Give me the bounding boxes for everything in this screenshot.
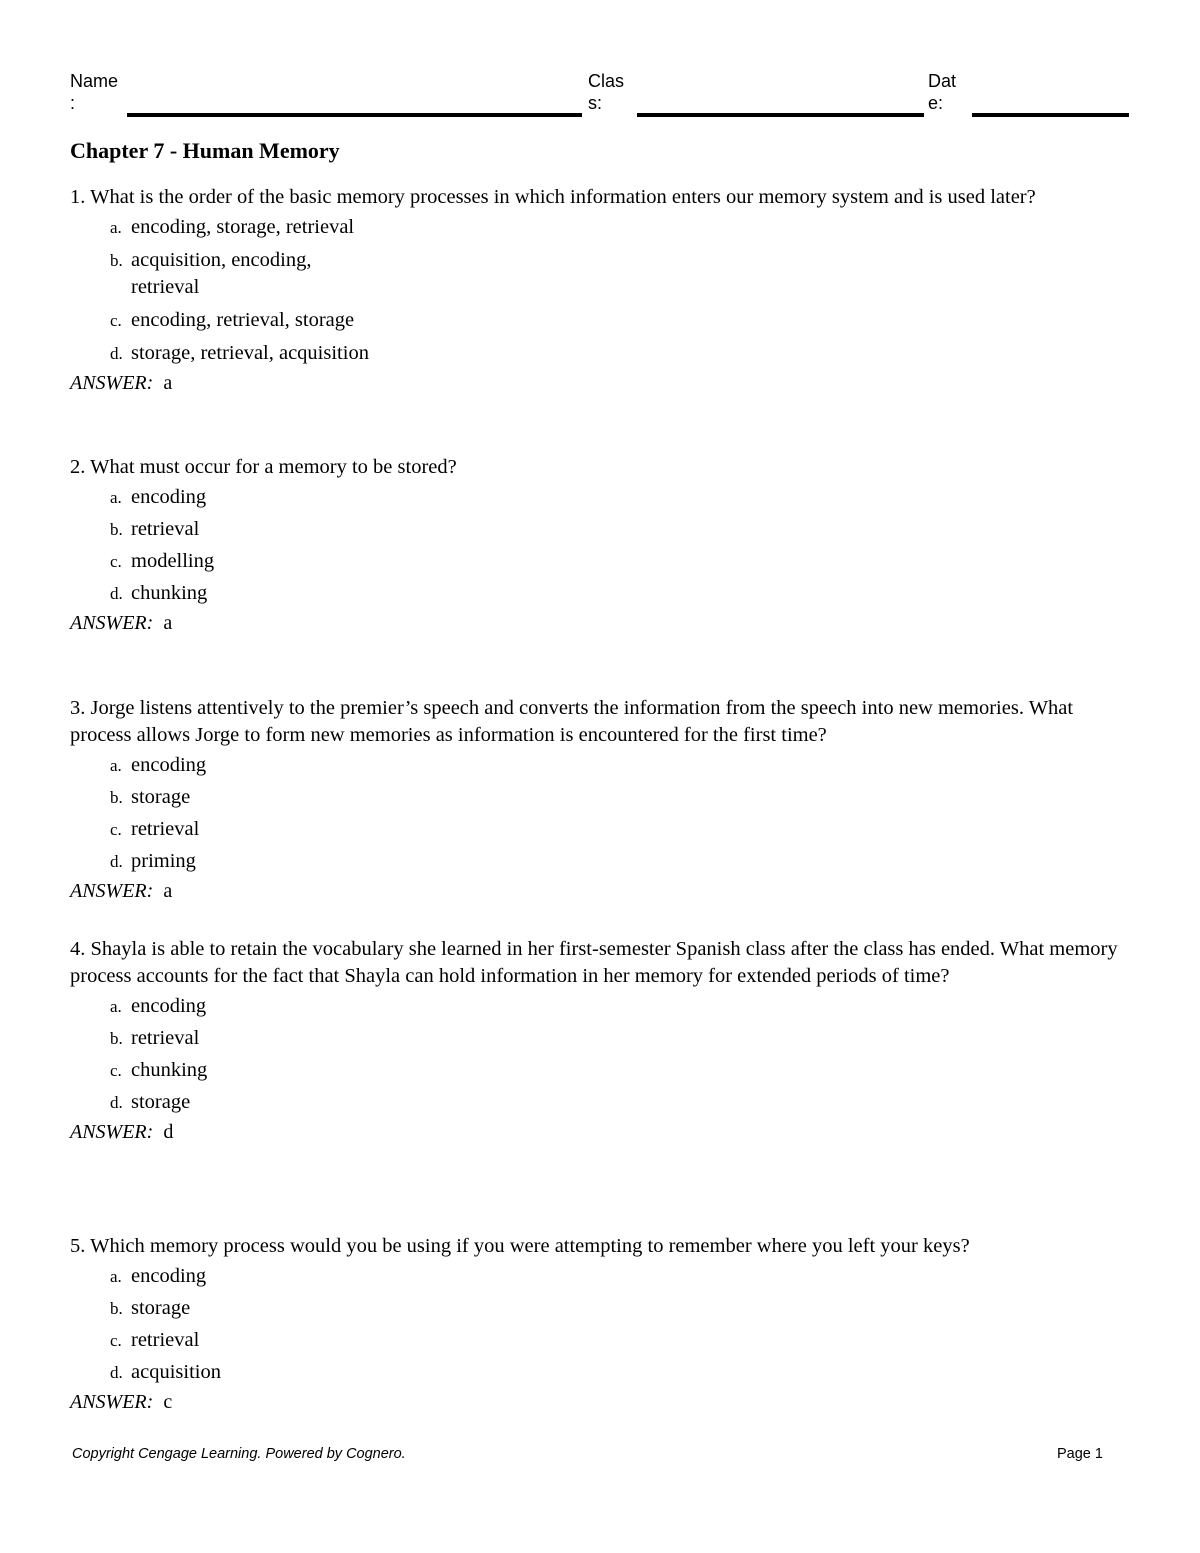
- answer-line: [70, 610, 1130, 637]
- option-letter: c.: [110, 1331, 122, 1350]
- option-b[interactable]: [110, 784, 1130, 811]
- option-letter: c.: [110, 820, 122, 839]
- option-d[interactable]: [110, 580, 1130, 607]
- option-letter: b.: [110, 1029, 123, 1048]
- name-label: Name: [70, 71, 119, 91]
- option-text: retrieval: [131, 1329, 200, 1351]
- option-letter: b.: [110, 1299, 123, 1318]
- question-stem: 3. Jorge listens attentively to the premier’s speech and converts the information from the speech into new memories. What process allows Jorge to form new memories as information is encountered for the first time?: [70, 697, 1074, 746]
- option-text: acquisition: [131, 1361, 221, 1383]
- option-text: encoding: [131, 995, 207, 1017]
- answer-line: [70, 878, 1130, 905]
- option-a[interactable]: [110, 752, 1130, 779]
- option-a[interactable]: [110, 1263, 1130, 1290]
- option-letter: a.: [110, 218, 122, 237]
- option-d[interactable]: [110, 340, 1130, 367]
- answer-label: ANSWER:: [70, 1391, 154, 1413]
- option-text: acquisition, encoding, retrieval: [131, 249, 312, 298]
- answer-line: [70, 1119, 1130, 1146]
- option-letter: a.: [110, 1267, 122, 1286]
- option-letter: d.: [110, 1363, 123, 1382]
- answer-value: d: [163, 1121, 174, 1143]
- option-text: storage: [131, 786, 191, 808]
- answer-value: a: [163, 372, 173, 394]
- option-letter: d.: [110, 1093, 123, 1112]
- answer-value: c: [163, 1391, 173, 1413]
- option-letter: d.: [110, 584, 123, 603]
- option-letter: d.: [110, 344, 123, 363]
- option-letter: c.: [110, 1061, 122, 1080]
- question-stem: 4. Shayla is able to retain the vocabulary she learned in her first-semester Spanish class after the class has ended. What memory process accounts for the fact that Shayla can hold information in her memory for extended periods of time?: [70, 938, 1118, 987]
- option-text: chunking: [131, 1059, 208, 1081]
- option-c[interactable]: [110, 1327, 1130, 1354]
- option-text: encoding, storage, retrieval: [131, 216, 355, 238]
- answer-line: [70, 370, 1130, 397]
- option-letter: d.: [110, 852, 123, 871]
- answer-value: a: [163, 612, 173, 634]
- option-letter: b.: [110, 251, 123, 270]
- option-text: encoding: [131, 754, 207, 776]
- answer-value: a: [163, 880, 173, 902]
- option-b[interactable]: [110, 247, 1130, 301]
- option-d[interactable]: [110, 1089, 1130, 1116]
- name-field: [70, 70, 118, 114]
- question-stem: 2. What must occur for a memory to be stored?: [70, 456, 457, 478]
- answer-label: ANSWER:: [70, 1121, 154, 1143]
- date-label-rest: e:: [928, 93, 944, 113]
- option-text: encoding: [131, 1265, 207, 1287]
- class-label: Clas: [588, 71, 625, 91]
- option-letter: a.: [110, 997, 122, 1016]
- option-c[interactable]: [110, 548, 1130, 575]
- option-b[interactable]: [110, 1295, 1130, 1322]
- option-letter: a.: [110, 756, 122, 775]
- option-letter: c.: [110, 311, 122, 330]
- class-field: [588, 70, 624, 114]
- date-field: [928, 70, 956, 114]
- answer-label: ANSWER:: [70, 880, 154, 902]
- answer-label: ANSWER:: [70, 612, 154, 634]
- question-4: [70, 936, 1130, 1146]
- option-text: priming: [131, 850, 196, 872]
- option-text: modelling: [131, 550, 215, 572]
- option-text: chunking: [131, 582, 208, 604]
- question-1: [70, 184, 1130, 397]
- option-b[interactable]: [110, 516, 1130, 543]
- option-a[interactable]: [110, 993, 1130, 1020]
- option-text: storage: [131, 1297, 191, 1319]
- option-letter: b.: [110, 788, 123, 807]
- option-letter: b.: [110, 520, 123, 539]
- question-stem: 5. Which memory process would you be using if you were attempting to remember where you left your keys?: [70, 1235, 970, 1257]
- option-text: retrieval: [131, 1027, 200, 1049]
- option-c[interactable]: [110, 307, 1130, 334]
- class-label-rest: s:: [588, 93, 603, 113]
- option-letter: a.: [110, 488, 122, 507]
- option-text: storage: [131, 1091, 191, 1113]
- question-2: [70, 454, 1130, 637]
- chapter-title: Chapter 7 - Human Memory: [70, 138, 340, 163]
- option-d[interactable]: [110, 848, 1130, 875]
- name-label-colon: :: [70, 93, 76, 113]
- question-stem: 1. What is the order of the basic memory processes in which information enters our memory system and is used later?: [70, 186, 1036, 208]
- question-5: [70, 1233, 1130, 1416]
- option-letter: c.: [110, 552, 122, 571]
- option-c[interactable]: [110, 816, 1130, 843]
- footer-page-number: Page 1: [1057, 1446, 1103, 1462]
- option-b[interactable]: [110, 1025, 1130, 1052]
- option-text: retrieval: [131, 818, 200, 840]
- question-3: [70, 695, 1130, 905]
- option-a[interactable]: [110, 214, 1130, 241]
- answer-line: [70, 1389, 1130, 1416]
- option-a[interactable]: [110, 484, 1130, 511]
- footer-copyright: Copyright Cengage Learning. Powered by Cognero.: [72, 1446, 406, 1462]
- date-label: Dat: [928, 71, 957, 91]
- option-c[interactable]: [110, 1057, 1130, 1084]
- option-text: retrieval: [131, 518, 200, 540]
- answer-label: ANSWER:: [70, 372, 154, 394]
- option-text: encoding: [131, 486, 207, 508]
- option-text: storage, retrieval, acquisition: [131, 342, 369, 364]
- option-d[interactable]: [110, 1359, 1130, 1386]
- option-text: encoding, retrieval, storage: [131, 309, 355, 331]
